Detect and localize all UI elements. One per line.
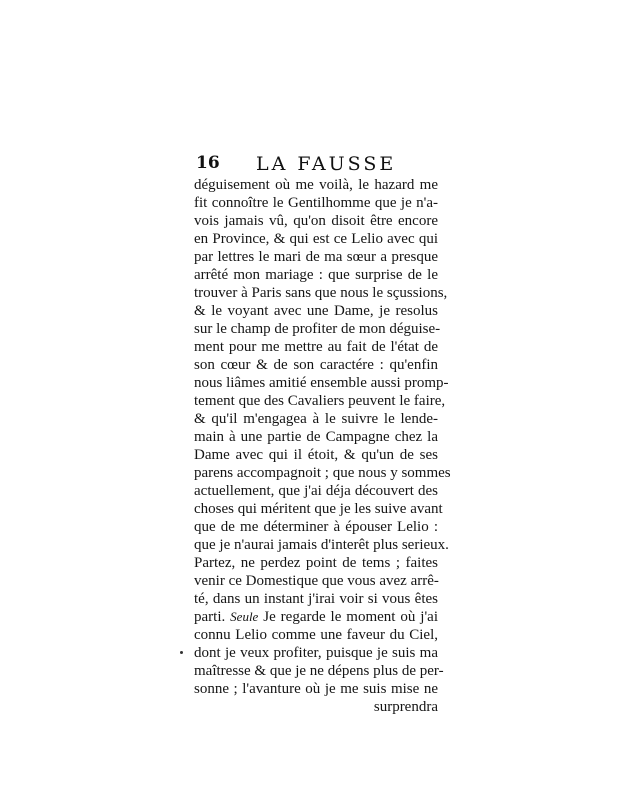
text-line: déguisement où me voilà, le hazard me [194,177,438,193]
speech-line [194,608,438,626]
catchword: surprendra [373,699,438,715]
text-line: té, dans un instant j'irai voir si vous êtes [194,591,438,607]
text-line: venir ce Domestique que vous avez arrê- [194,573,439,589]
text-line: tement que des Cavaliers peuvent le faire, [194,393,446,409]
text-line: trouver à Paris sans que nous le sçussions, [194,285,448,301]
body-text [194,176,451,716]
text-line: en Province, & qui est ce Lelio avec qui [194,231,438,247]
text-fragment: Je regarde le moment où j'ai [263,609,438,625]
text-line: & qu'il m'engagea à le suivre le lende- [194,411,438,427]
text-fragment: parti. [194,609,226,625]
text-line: vois jamais vû, qu'on disoit être encore [194,213,438,229]
text-line: que je n'aurai jamais d'interêt plus serieux. [194,537,449,553]
text-line: choses qui méritent que je les suive avant [194,501,443,517]
text-line: par lettres le mari de ma sœur a presque [194,249,438,265]
text-line: sur le champ de profiter de mon déguise- [194,321,441,337]
text-line: que de me déterminer à épouser Lelio : [194,519,438,535]
text-line: arrêté mon mariage : que surprise de le [194,267,438,283]
text-line: maîtresse & que je ne dépens plus de per- [194,663,444,679]
text-line: sonne ; l'avanture où je me suis mise ne [194,681,438,697]
text-line: actuellement, que j'ai déja découvert des [194,483,438,499]
text-line: ment pour me mettre au fait de l'état de [194,339,438,355]
text-line: main à une partie de Campagne chez la [194,429,438,445]
stage-direction: Seule [230,609,259,624]
text-line: parens accompagnoit ; que nous y sommes [194,465,451,481]
text-line: & le voyant avec une Dame, je resolus [194,303,438,319]
text-line: fit connoître le Gentilhomme que je n'a- [194,195,438,211]
text-line: dont je veux profiter, puisque je suis ma [194,645,438,661]
text-line: Dame avec qui il étoit, & qu'un de ses [194,447,438,463]
ink-speck [180,651,183,654]
page-number: 16 [196,153,220,173]
text-line: nous liâmes amitié ensemble aussi promp- [194,375,449,391]
text-line: Partez, ne perdez point de tems ; faites [194,555,438,571]
running-title: LA FAUSSE [256,153,397,175]
text-line: connu Lelio comme une faveur du Ciel, [194,627,438,643]
text-line: son cœur & de son caractére : qu'enfin [194,357,438,373]
